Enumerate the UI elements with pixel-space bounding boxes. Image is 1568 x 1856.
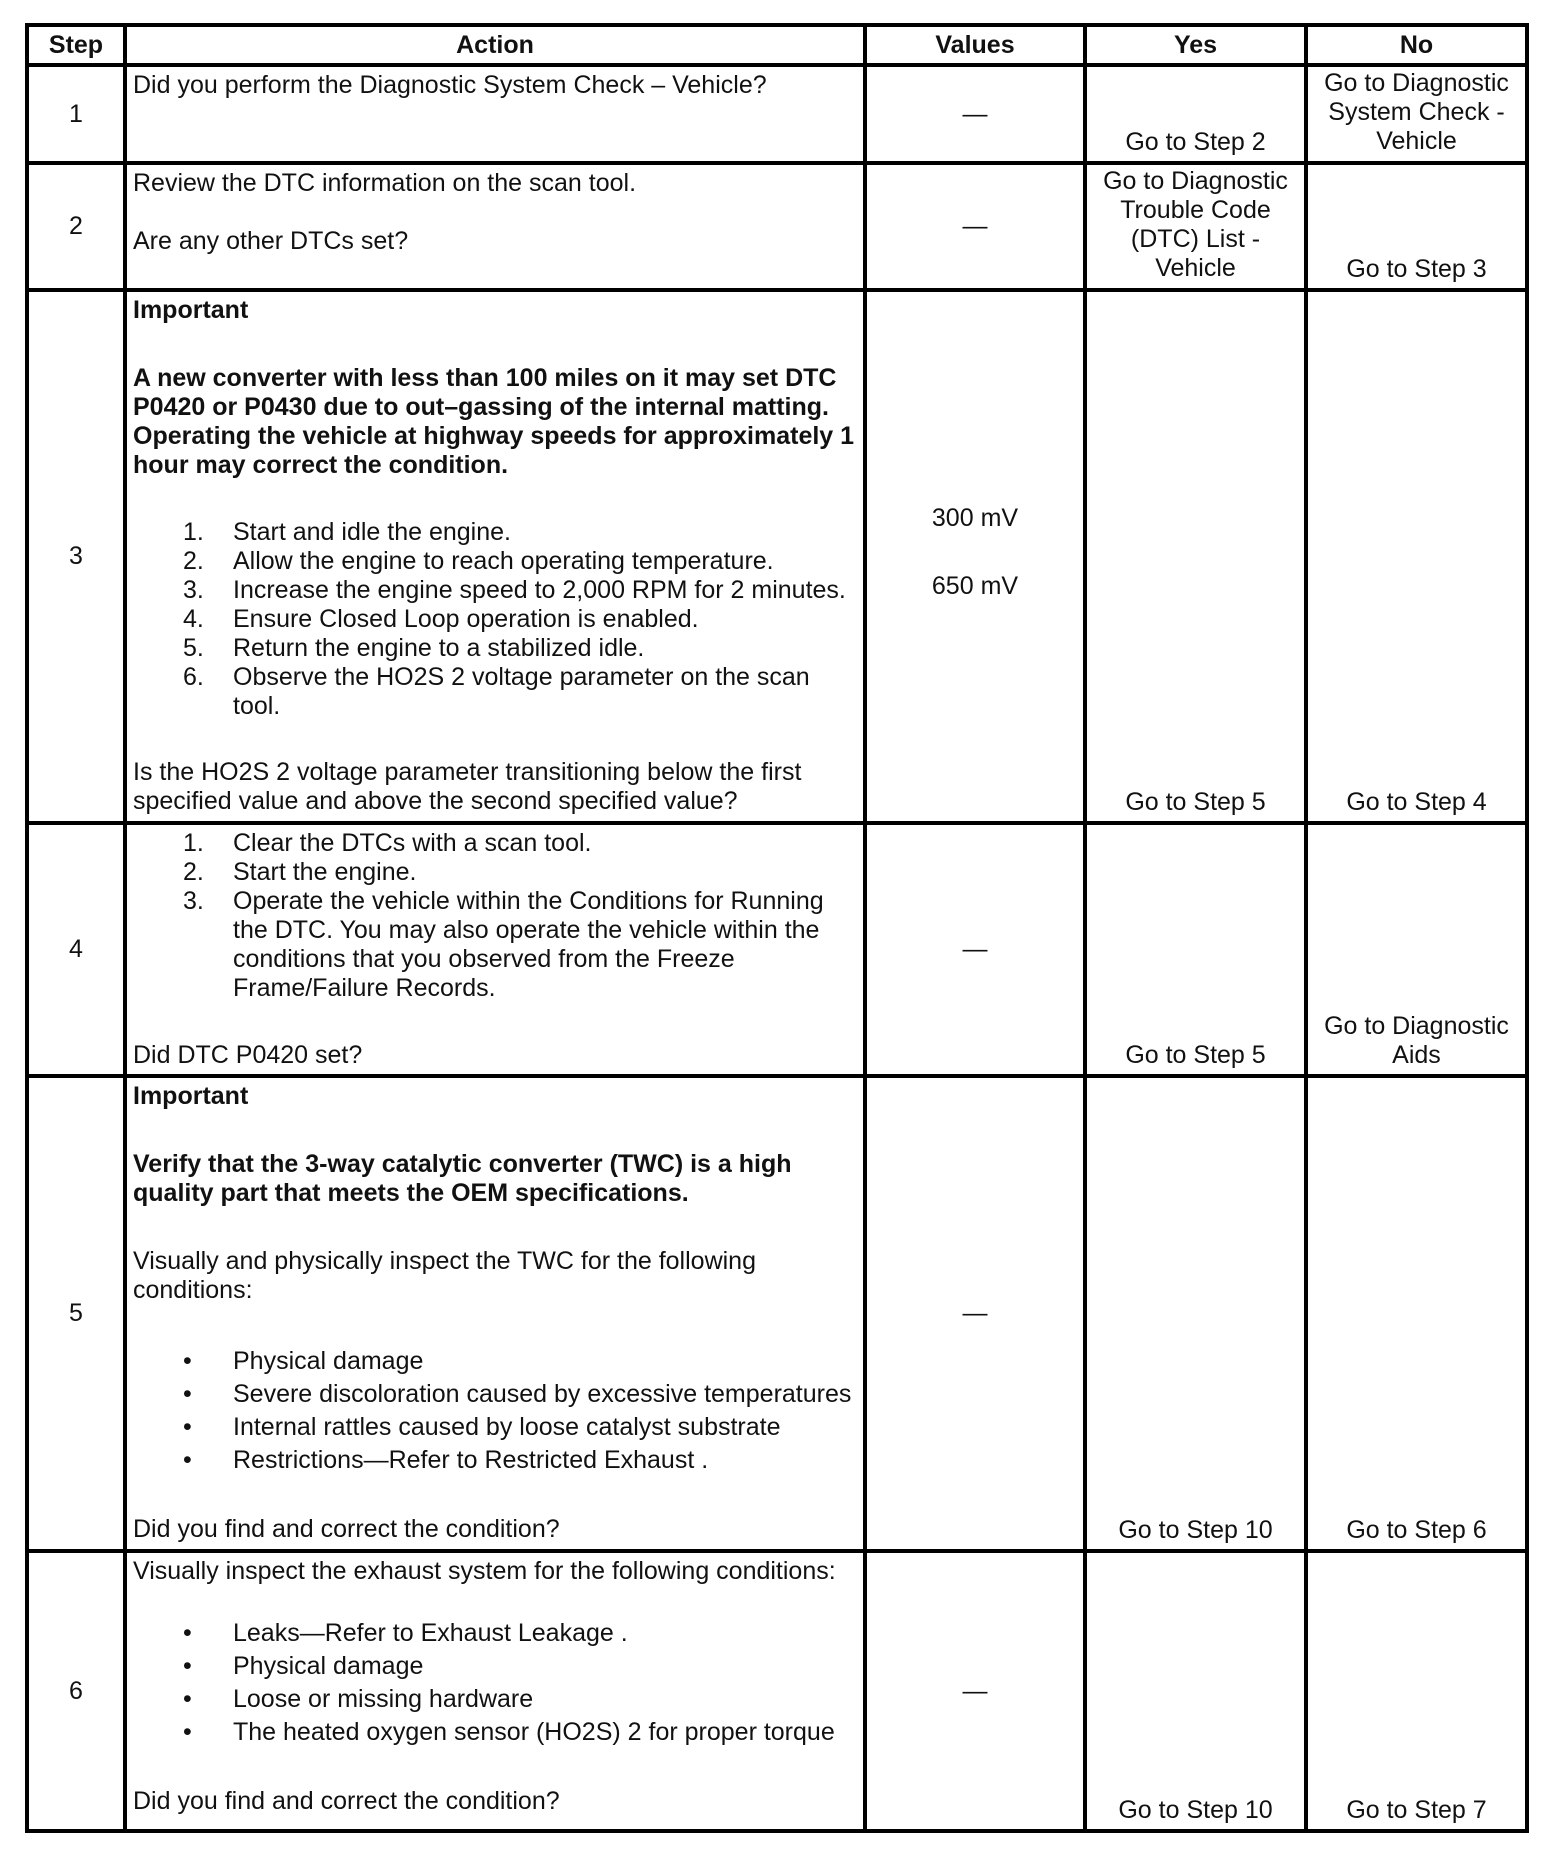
values-cell xyxy=(865,65,1085,163)
yes-cell[interactable] xyxy=(1085,1076,1306,1551)
no-link[interactable]: Go to Step 7 xyxy=(1346,1796,1487,1824)
values-cell xyxy=(865,163,1085,289)
values-cell xyxy=(865,1076,1085,1551)
table-row-step-4 xyxy=(27,823,1527,1077)
yes-link[interactable]: Go to Step 10 xyxy=(1118,1796,1273,1824)
yes-cell[interactable] xyxy=(1085,65,1306,163)
inspection-intro: Visually and physically inspect the TWC for the following conditions: xyxy=(133,1247,756,1305)
table-row-step-3 xyxy=(27,290,1527,823)
empty-value-dash: — xyxy=(962,99,988,128)
list-item: 5. Return the engine to a stabilized idle. xyxy=(183,633,645,662)
action-question: Is the HO2S 2 voltage parameter transitioning below the first specified value and above the second specified value? xyxy=(133,757,802,815)
list-item: 1. Clear the DTCs with a scan tool. xyxy=(183,828,592,857)
action-text: Did you perform the Diagnostic System Check – Vehicle? xyxy=(133,71,767,100)
step-number: 3 xyxy=(27,290,125,823)
list-item: 6. Observe the HO2S 2 voltage parameter on the scan tool. xyxy=(183,662,810,720)
list-item: • Loose or missing hardware xyxy=(183,1685,534,1714)
yes-link[interactable]: Go to Step 5 xyxy=(1125,787,1266,816)
header-step: Step xyxy=(27,25,125,65)
list-item: • Restrictions—Refer to Restricted Exhaust . xyxy=(183,1446,709,1475)
empty-value-dash: — xyxy=(962,1299,988,1328)
action-cell xyxy=(125,823,865,1077)
important-label: Important xyxy=(133,1082,249,1111)
value-high: 650 mV xyxy=(931,571,1019,600)
diagnostic-table xyxy=(25,23,1529,1833)
table-row-step-1 xyxy=(27,65,1527,163)
inspection-intro: Visually inspect the exhaust system for the following conditions: xyxy=(133,1557,836,1586)
values-cell xyxy=(865,290,1085,823)
list-item: 3. Increase the engine speed to 2,000 RPM for 2 minutes. xyxy=(183,575,846,604)
table-row-step-5 xyxy=(27,1076,1527,1551)
no-cell[interactable] xyxy=(1306,1076,1527,1551)
no-link[interactable]: Go to Diagnostic System Check - Vehicle xyxy=(1324,69,1509,156)
empty-value-dash: — xyxy=(962,934,988,963)
action-cell xyxy=(125,1076,865,1551)
no-cell[interactable] xyxy=(1306,290,1527,823)
header-no: No xyxy=(1306,25,1527,65)
table-row-step-6 xyxy=(27,1551,1527,1831)
step-number: 4 xyxy=(27,823,125,1077)
yes-cell[interactable] xyxy=(1085,290,1306,823)
header-row xyxy=(27,25,1527,65)
procedure-list xyxy=(133,518,857,721)
list-item: 2. Allow the engine to reach operating temperature. xyxy=(183,546,774,575)
empty-value-dash: — xyxy=(962,1676,988,1705)
values-cell xyxy=(865,823,1085,1077)
header-values: Values xyxy=(865,25,1085,65)
yes-link[interactable]: Go to Step 2 xyxy=(1125,128,1266,157)
no-cell[interactable] xyxy=(1306,65,1527,163)
list-item: 3. Operate the vehicle within the Conditions for Running the DTC. You may also operate the vehicle within the conditions that you observed from the Freeze Frame/Failure Records. xyxy=(183,886,824,1002)
value-low: 300 mV xyxy=(931,503,1019,532)
header-yes: Yes xyxy=(1085,25,1306,65)
yes-cell[interactable] xyxy=(1085,823,1306,1077)
list-item: 2. Start the engine. xyxy=(183,857,417,886)
list-item: • Physical damage xyxy=(183,1652,424,1681)
step-number: 2 xyxy=(27,163,125,289)
action-cell xyxy=(125,65,865,163)
values-cell xyxy=(865,1551,1085,1831)
no-link[interactable]: Go to Step 3 xyxy=(1346,254,1487,283)
action-question: Are any other DTCs set? xyxy=(133,227,409,256)
action-text: Review the DTC information on the scan tool. xyxy=(133,169,637,198)
step-number: 5 xyxy=(27,1076,125,1551)
important-note: A new converter with less than 100 miles on it may set DTC P0420 or P0430 due to out–gassing of the internal matting. Operating the vehicle at highway speeds for approximately 1 hour may correct the condition. xyxy=(133,363,855,479)
yes-cell[interactable] xyxy=(1085,1551,1306,1831)
no-link[interactable]: Go to Diagnostic Aids xyxy=(1324,1012,1509,1070)
important-label: Important xyxy=(133,295,249,324)
list-item: • Physical damage xyxy=(183,1347,424,1376)
condition-list xyxy=(133,1619,857,1747)
list-item: • Severe discoloration caused by excessive temperatures xyxy=(183,1380,852,1409)
action-question: Did DTC P0420 set? xyxy=(133,1040,363,1069)
no-cell[interactable] xyxy=(1306,1551,1527,1831)
action-question: Did you find and correct the condition? xyxy=(133,1787,560,1816)
condition-list xyxy=(133,1347,857,1475)
action-question: Did you find and correct the condition? xyxy=(133,1515,560,1544)
step-number: 6 xyxy=(27,1551,125,1831)
yes-link[interactable]: Go to Step 5 xyxy=(1125,1041,1266,1070)
action-cell xyxy=(125,163,865,289)
procedure-list xyxy=(133,829,857,1003)
list-item: • The heated oxygen sensor (HO2S) 2 for proper torque xyxy=(183,1718,835,1747)
action-cell xyxy=(125,1551,865,1831)
list-item: • Internal rattles caused by loose catalyst substrate xyxy=(183,1413,781,1442)
table-row-step-2 xyxy=(27,163,1527,289)
list-item: 4. Ensure Closed Loop operation is enabled. xyxy=(183,604,699,633)
empty-value-dash: — xyxy=(962,211,988,240)
list-item: • Leaks—Refer to Exhaust Leakage . xyxy=(183,1619,628,1648)
list-item: 1. Start and idle the engine. xyxy=(183,517,511,546)
yes-link[interactable]: Go to Step 10 xyxy=(1118,1516,1273,1545)
no-cell[interactable] xyxy=(1306,823,1527,1077)
header-action: Action xyxy=(125,25,865,65)
important-note: Verify that the 3-way catalytic converter (TWC) is a high quality part that meets the OEM specifications. xyxy=(133,1150,792,1208)
yes-cell[interactable] xyxy=(1085,163,1306,289)
no-link[interactable]: Go to Step 4 xyxy=(1346,787,1487,816)
no-link[interactable]: Go to Step 6 xyxy=(1346,1516,1487,1545)
action-cell xyxy=(125,290,865,823)
no-cell[interactable] xyxy=(1306,163,1527,289)
step-number: 1 xyxy=(27,65,125,163)
yes-link[interactable]: Go to Diagnostic Trouble Code (DTC) List - Vehicle xyxy=(1103,167,1288,283)
